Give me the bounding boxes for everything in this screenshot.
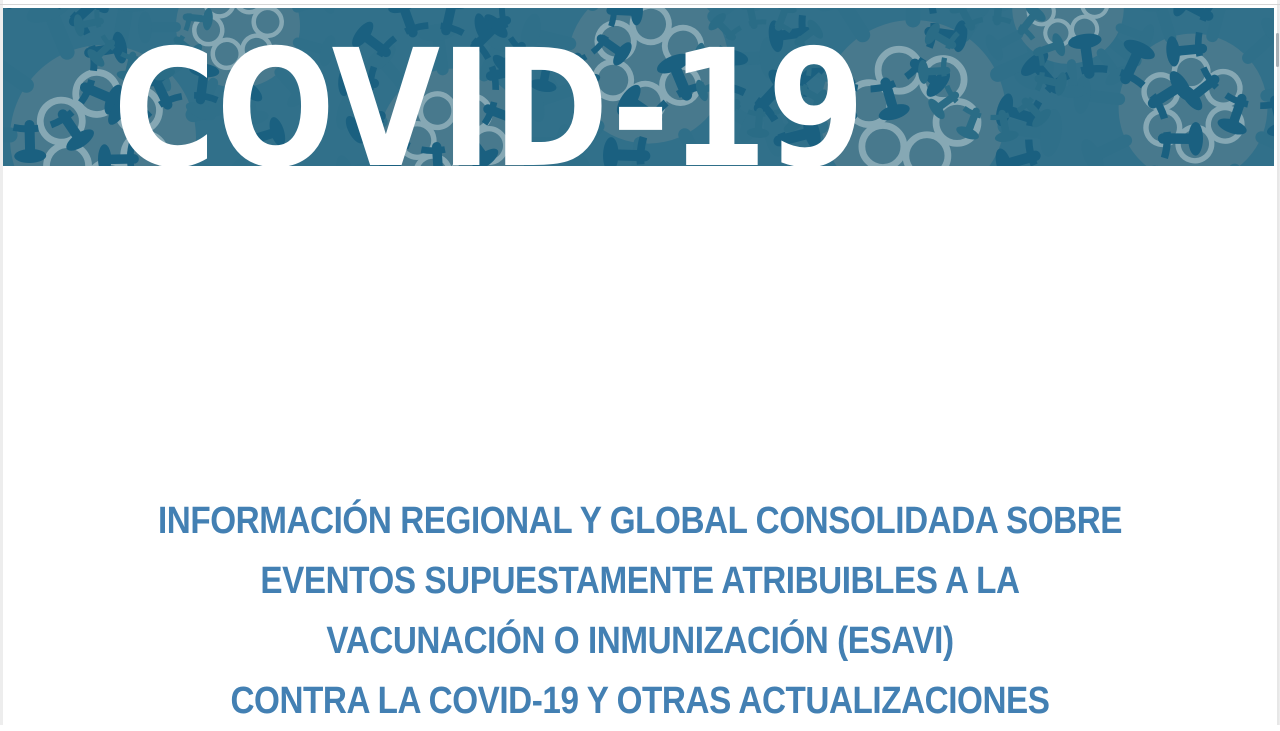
cover-title-line-2: EVENTOS SUPUESTAMENTE ATRIBUIBLES A LA: [80, 551, 1200, 611]
page-top-border: [0, 4, 1280, 5]
covid-banner: [3, 8, 1274, 166]
cover-title-line-1: INFORMACIÓN REGIONAL Y GLOBAL CONSOLIDADA SOBRE: [80, 491, 1200, 551]
cover-title-line-3: VACUNACIÓN O INMUNIZACIÓN (ESAVI): [80, 611, 1200, 671]
banner-title: COVID-19: [113, 16, 865, 166]
cover-title: [0, 491, 1280, 731]
scrollbar[interactable]: [1277, 5, 1279, 725]
cover-title-line-4: CONTRA LA COVID-19 Y OTRAS ACTUALIZACIONES: [80, 671, 1200, 731]
coronavirus-pattern: [3, 8, 1274, 166]
scrollbar-thumb[interactable]: [1276, 33, 1279, 67]
